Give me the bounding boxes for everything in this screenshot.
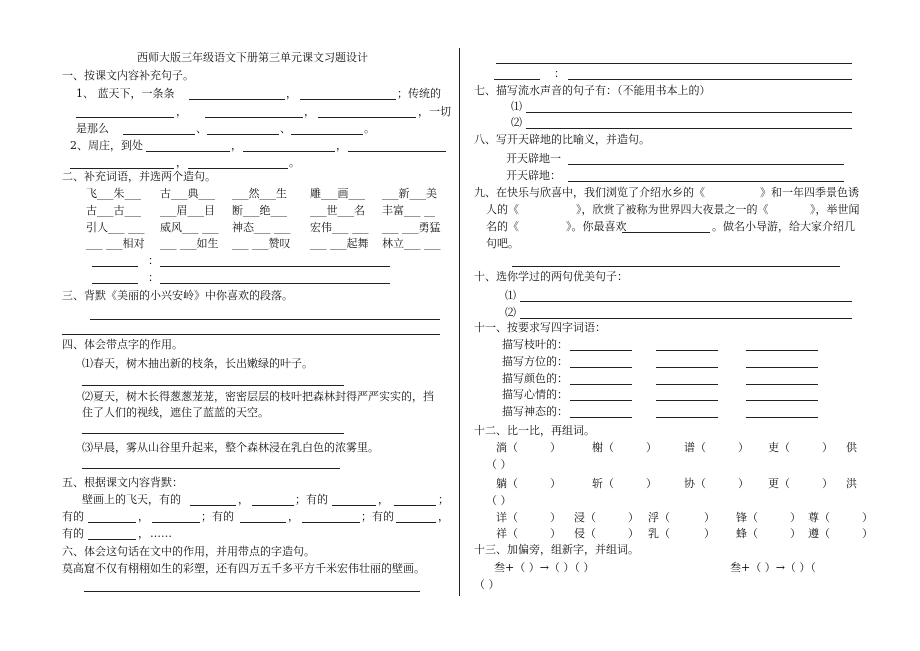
blank[interactable]	[394, 504, 436, 506]
idiom-cell[interactable]: 飞___朱___	[86, 187, 141, 200]
s5-l2a: 有的	[62, 510, 84, 523]
blank[interactable]	[656, 399, 718, 401]
s7-n2: ⑵	[511, 116, 522, 129]
s1-end: 。	[364, 122, 375, 135]
s9-l4: 句吧。	[486, 237, 519, 250]
idiom-cell[interactable]: ___ ___如生	[160, 237, 219, 250]
s2-colon: ：	[148, 254, 159, 267]
blank[interactable]	[746, 366, 818, 368]
compare-char: 淌（	[496, 441, 518, 454]
s9-l2b: 》，欣赏了被称为世界四大夜景之一的《	[576, 203, 769, 216]
blank[interactable]	[570, 349, 632, 351]
blank[interactable]	[570, 366, 632, 368]
blank[interactable]	[160, 265, 390, 267]
compare-char: 吏（	[768, 441, 790, 454]
section-6-heading: 六、体会这句话在文中的作用，并用带点的字造句。	[62, 545, 315, 558]
blank[interactable]	[205, 116, 303, 118]
blank[interactable]	[300, 98, 396, 100]
compare-char: 躺（	[496, 477, 518, 490]
blank[interactable]	[88, 521, 136, 523]
answer-line[interactable]	[82, 384, 344, 386]
section-7-heading: 七、描写流水声音的句子有：（不能用书本上的）	[474, 84, 711, 97]
compare-char: ）	[790, 527, 801, 540]
compare-char: ）	[646, 441, 657, 454]
idiom-cell[interactable]: 神态___ ___	[232, 221, 291, 234]
blank[interactable]	[568, 78, 852, 80]
blank[interactable]	[348, 150, 446, 152]
s1-sep: ，	[231, 139, 242, 152]
s1-sep: 、	[280, 122, 291, 135]
s1-sep: ，	[176, 156, 187, 169]
idiom-cell[interactable]: ___世___名	[310, 204, 365, 217]
blank[interactable]	[746, 399, 818, 401]
idiom-cell[interactable]: 古___典___	[160, 187, 215, 200]
section-1-heading: 一、按课文内容补充句子。	[62, 69, 194, 82]
blank[interactable]	[146, 150, 230, 152]
s1-q1-text: 1、 蓝天下，一条条	[76, 87, 175, 100]
blank[interactable]	[291, 133, 363, 135]
compare-char: ）	[822, 477, 833, 490]
idiom-cell[interactable]: 雕___画___	[310, 187, 365, 200]
blank[interactable]	[622, 231, 710, 233]
blank[interactable]	[70, 167, 174, 169]
s8-l2: 开天辟地：	[506, 169, 561, 182]
blank[interactable]	[494, 78, 540, 80]
compare-char: ）	[628, 527, 639, 540]
idiom-cell[interactable]: 宏伟___ ___	[310, 221, 369, 234]
compare-char: 洪	[846, 477, 857, 490]
s8-l1: 开天辟地一	[506, 152, 561, 165]
blank[interactable]	[123, 133, 195, 135]
answer-line[interactable]	[526, 127, 852, 129]
s13-item-a: 叁+（ ）→（ ）（ ）	[494, 561, 595, 574]
blank[interactable]	[240, 521, 286, 523]
s5-l2e: ；有的	[361, 510, 394, 523]
column-divider	[459, 48, 460, 596]
answer-line[interactable]	[520, 300, 852, 302]
compare-char: 侵（	[574, 527, 596, 540]
s13-item-b: 叁+（ ）→（ ）（	[730, 561, 816, 574]
s4-p1: ⑴春天，树木抽出新的枝条，长出嫩绿的叶子。	[82, 357, 313, 370]
s4-p3: ⑶早晨，雾从山谷里升起来，整个森林浸在乳白色的浓雾里。	[82, 441, 379, 454]
s1-q2-text: 2、周庄，到处	[70, 139, 143, 152]
idiom-cell[interactable]: ___ ___勇猛	[382, 221, 441, 234]
section-8-heading: 八、写开天辟地的比喻义，并造句。	[474, 133, 650, 146]
s10-n1: ⑴	[505, 289, 516, 302]
four-char-label: 描写方位的：	[502, 355, 568, 368]
compare-char: ）	[646, 477, 657, 490]
s1-q1-text-b: ；传统的	[397, 87, 441, 100]
blank[interactable]	[92, 282, 138, 284]
s2-colon: ：	[148, 271, 159, 284]
s10-n2: ⑵	[505, 306, 516, 319]
answer-line[interactable]	[62, 333, 440, 335]
idiom-cell[interactable]: ___新___美	[382, 187, 437, 200]
compare-char: ）	[550, 441, 561, 454]
section-11-heading: 十一、按要求写四字词语：	[474, 321, 606, 334]
s9-l2a: 人的《	[486, 203, 519, 216]
s9-l1b: 》和一年四季景色诱	[760, 186, 859, 199]
compare-char: 协（	[684, 477, 706, 490]
s9-l3a: 名的《	[486, 220, 519, 233]
s5-l2b: ，	[138, 510, 149, 523]
four-char-label: 描写心情的：	[502, 388, 568, 401]
idiom-cell[interactable]: ___然___生	[232, 187, 287, 200]
idiom-cell[interactable]: 古___古___	[86, 204, 141, 217]
idiom-cell[interactable]: ___ ___赞叹	[232, 237, 291, 250]
blank[interactable]	[188, 167, 288, 169]
s4-p2b: 住了人们的视线，遮住了蓝蓝的天空。	[82, 406, 269, 419]
blank[interactable]	[656, 349, 718, 351]
compare-char: ）	[704, 527, 715, 540]
answer-line[interactable]	[568, 163, 844, 165]
compare-char: ）	[628, 511, 639, 524]
answer-line[interactable]	[496, 62, 852, 64]
s5-l2f: ，	[438, 510, 449, 523]
s5-l1a: 壁画上的飞天，有的	[82, 493, 181, 506]
s5-l2c: ；有的	[201, 510, 234, 523]
blank[interactable]	[746, 416, 818, 418]
compare-char: 遵（	[808, 527, 830, 540]
s1-sep: ，	[286, 87, 297, 100]
section-13-heading: 十三、加偏旁，组新字，并组词。	[474, 543, 639, 556]
s9-l3b: 》。你最喜欢	[566, 220, 627, 233]
blank[interactable]	[76, 116, 174, 118]
answer-line[interactable]	[90, 318, 440, 320]
s7-n1: ⑴	[511, 100, 522, 113]
section-10-heading: 十、选你学过的两句优美句子：	[474, 270, 628, 283]
s1-sep: ，	[176, 105, 187, 118]
blank[interactable]	[318, 116, 416, 118]
idiom-cell[interactable]: ___眉___目	[160, 204, 215, 217]
section-2-heading: 二、补充词语，并选两个造句。	[62, 170, 216, 183]
blank[interactable]	[656, 366, 718, 368]
s1-end: 。	[289, 156, 300, 169]
compare-char: 祥（	[496, 527, 518, 540]
s5-l2d: ，	[288, 510, 299, 523]
answer-line[interactable]	[82, 467, 340, 469]
four-char-label: 描写枝叶的：	[502, 338, 568, 351]
blank[interactable]	[190, 504, 236, 506]
compare-char: 榭（	[592, 441, 614, 454]
idiom-cell[interactable]: 丰富___ __	[382, 204, 435, 217]
section-5-heading: 五、根据课文内容背默：	[62, 476, 183, 489]
s5-l1c: ；有的	[295, 493, 328, 506]
s9-l1a: 九、在快乐与欣喜中，我们浏览了介绍水乡的《	[474, 186, 705, 199]
section-3-heading: 三、背默《美丽的小兴安岭》中你喜欢的段落。	[62, 289, 293, 302]
blank[interactable]	[746, 383, 818, 385]
blank[interactable]	[189, 98, 285, 100]
s1-q1-text-d: 是那么	[76, 122, 109, 135]
s1-sep: 、	[196, 122, 207, 135]
answer-line[interactable]	[568, 180, 844, 182]
compare-char: ）	[550, 511, 561, 524]
compare-char: 谱（	[684, 441, 706, 454]
s1-sep: ，	[304, 105, 315, 118]
answer-line[interactable]	[82, 432, 344, 434]
blank[interactable]	[332, 504, 376, 506]
compare-char: 锋（	[736, 511, 758, 524]
s4-p2a: ⑵夏天，树木长得葱葱茏茏，密密层层的枝叶把森林封得严严实实的，挡	[82, 390, 434, 403]
compare-char: （ ）	[486, 458, 512, 471]
idiom-cell[interactable]: 威风___ ___	[160, 221, 219, 234]
blank[interactable]	[92, 265, 138, 267]
compare-char: ）	[738, 441, 749, 454]
idiom-cell[interactable]: 断___绝___	[232, 204, 287, 217]
section-4-heading: 四、体会带点字的作用。	[62, 338, 183, 351]
answer-line[interactable]	[526, 111, 852, 113]
compare-char: 浮（	[648, 511, 670, 524]
section-12-heading: 十二、比一比，再组词。	[474, 424, 595, 437]
compare-char: 尊（	[808, 511, 830, 524]
blank[interactable]	[243, 150, 335, 152]
four-char-label: 描写颜色的：	[502, 372, 568, 385]
s5-l3c: ……	[150, 527, 172, 540]
idiom-cell[interactable]: 林立___ ___	[382, 237, 441, 250]
s1-sep: ，	[336, 139, 347, 152]
s5-l3b: ，	[138, 527, 149, 540]
blank[interactable]	[396, 521, 436, 523]
s5-l1d: ，	[378, 493, 389, 506]
s5-l1e: ；	[438, 493, 449, 506]
page-title: 西师大版三年级语文下册第三单元课文习题设计	[137, 51, 368, 64]
answer-line[interactable]	[512, 265, 840, 267]
blank[interactable]	[570, 416, 632, 418]
compare-char: 蜂（	[736, 527, 758, 540]
blank[interactable]	[746, 349, 818, 351]
compare-char: 乳（	[648, 527, 670, 540]
blank[interactable]	[207, 133, 279, 135]
compare-char: ）	[822, 441, 833, 454]
idiom-cell[interactable]: ___ ___相对	[86, 237, 145, 250]
s9-l3c: 。做名小导游，给大家介绍几	[712, 220, 855, 233]
s9-l2c: 》，举世闻	[810, 203, 860, 216]
compare-char: ）	[738, 477, 749, 490]
blank[interactable]	[252, 504, 294, 506]
compare-char: 斩（	[592, 477, 614, 490]
s5-l3a: 有的	[62, 527, 84, 540]
blank[interactable]	[570, 383, 632, 385]
compare-char: （ ）	[486, 494, 512, 507]
compare-char: ）	[550, 527, 561, 540]
blank[interactable]	[160, 282, 390, 284]
compare-char: 供	[846, 441, 857, 454]
blank[interactable]	[570, 399, 632, 401]
compare-char: ）	[704, 511, 715, 524]
compare-char: 详（	[496, 511, 518, 524]
blank[interactable]	[152, 521, 200, 523]
compare-char: 更（	[768, 477, 790, 490]
idiom-cell[interactable]: 引人___ ___	[86, 221, 145, 234]
s6-paragraph: 莫高窟不仅有栩栩如生的彩塑，还有四万五千多平方千米宏伟壮丽的壁画。	[62, 562, 425, 575]
s13-item-c: （ ）	[474, 578, 500, 591]
compare-char: ）	[550, 477, 561, 490]
compare-char: ）	[862, 511, 873, 524]
compare-char: 浸（	[574, 511, 596, 524]
blank[interactable]	[88, 538, 136, 540]
s1-q1-text-c: ，一切	[418, 105, 451, 118]
answer-line[interactable]	[84, 590, 420, 592]
blank[interactable]	[302, 521, 360, 523]
blank[interactable]	[656, 416, 718, 418]
r-colon: ：	[554, 67, 565, 80]
answer-line[interactable]	[520, 317, 852, 319]
idiom-cell[interactable]: ___ ___起舞	[310, 237, 369, 250]
compare-char: ）	[790, 511, 801, 524]
compare-char: ）	[862, 527, 873, 540]
s5-l1b: ，	[238, 493, 249, 506]
four-char-label: 描写神态的：	[502, 405, 568, 418]
blank[interactable]	[656, 383, 718, 385]
